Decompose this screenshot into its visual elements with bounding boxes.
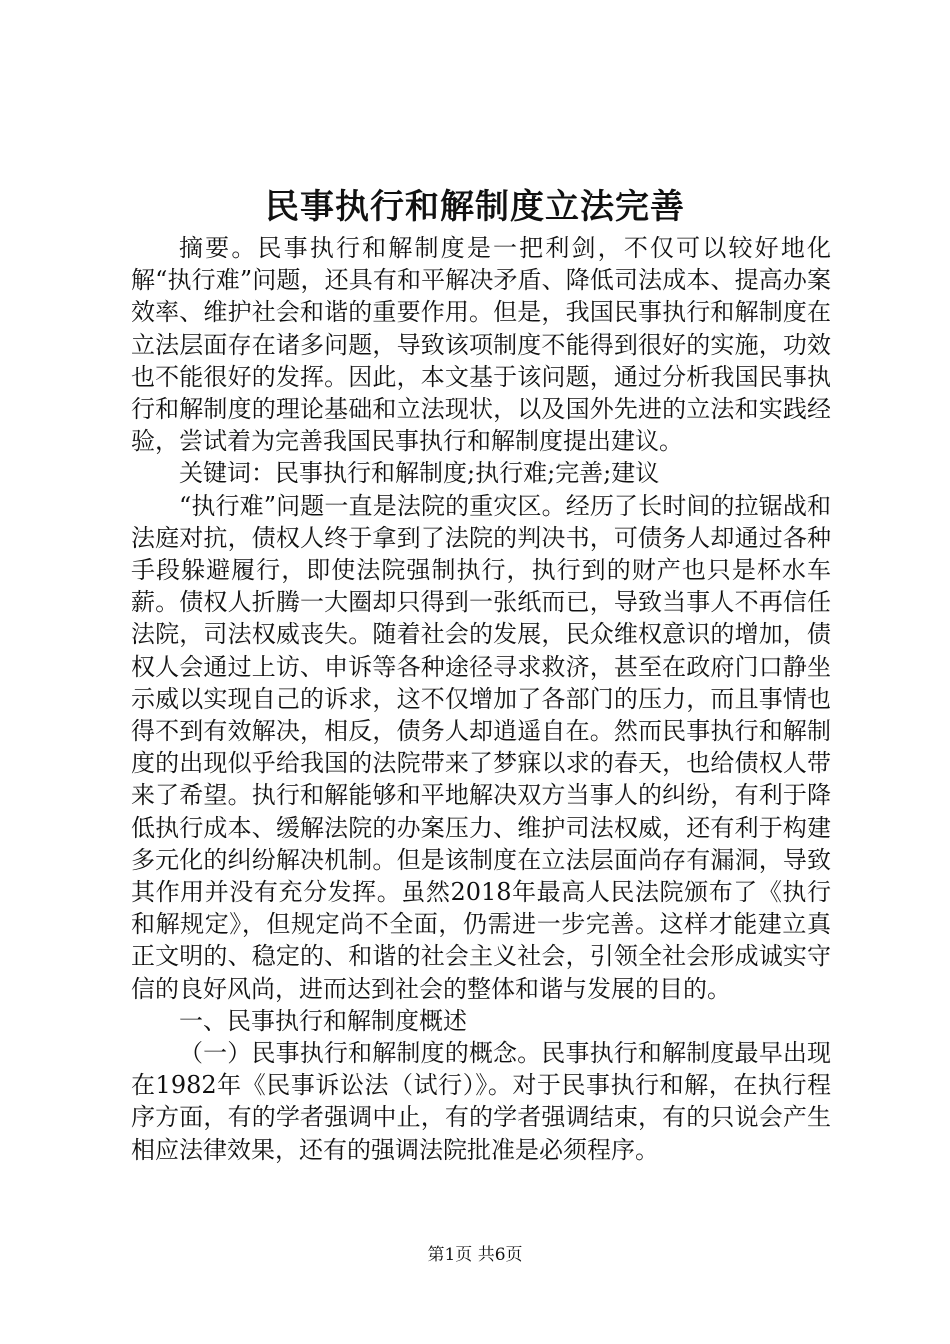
- document-title: 民事执行和解制度立法完善: [265, 187, 685, 227]
- subsection-paragraph: （一）民事执行和解制度的概念。民事执行和解制度最早出现在1982年《民事诉讼法（试行）》。对于民事执行和解，在执行程序方面，有的学者强调中止，有的学者强调结束，有的只说会产生相应法律效果，还有的强调法院批准是必须程序。: [131, 1039, 831, 1164]
- document-body: [131, 232, 831, 1166]
- keywords-paragraph: 关键词：民事执行和解制度;执行难;完善;建议: [179, 459, 660, 488]
- section-heading: 一、民事执行和解制度概述: [179, 1006, 467, 1035]
- intro-paragraph: “执行难”问题一直是法院的重灾区。经历了长时间的拉锯战和法庭对抗，债权人终于拿到了法院的判决书，可债务人却通过各种手段躲避履行，即使法院强制执行，执行到的财产也只是杯水车薪。债权人折腾一大圈却只得到一张纸而已，导致当事人不再信任法院，司法权威丧失。随着社会的发展，民众维权意识的增加，债权人会通过上访、申诉等各种途径寻求救济，甚至在政府门口静坐示威以实现自己的诉求，这不仅增加了各部门的压力，而且事情也得不到有效解决，相反，债务人却逍遥自在。然而民事执行和解制度的出现似乎给我国的法院带来了梦寐以求的春天，也给债权人带来了希望。执行和解能够和平地解决双方当事人的纠纷，有利于降低执行成本、缓解法院的办案压力、维护司法权威，还有利于构建多元化的纠纷解决机制。但是该制度在立法层面尚存有漏洞，导致其作用并没有充分发挥。虽然2018年最高人民法院颁布了《执行和解规定》，但规定尚不全面，仍需进一步完善。这样才能建立真正文明的、稳定的、和谐的社会主义社会，引领全社会形成诚实守信的良好风尚，进而达到社会的整体和谐与发展的目的。: [131, 491, 831, 1003]
- page-footer: 第1页 共6页: [427, 1245, 523, 1265]
- abstract-paragraph: 摘要。民事执行和解制度是一把利剑，不仅可以较好地化解“执行难”问题，还具有和平解决矛盾、降低司法成本、提高办案效率、维护社会和谐的重要作用。但是，我国民事执行和解制度在立法层面存在诸多问题，导致该项制度不能得到很好的实施，功效也不能很好的发挥。因此，本文基于该问题，通过分析我国民事执行和解制度的理论基础和立法现状，以及国外先进的立法和实践经验，尝试着为完善我国民事执行和解制度提出建议。: [131, 234, 831, 456]
